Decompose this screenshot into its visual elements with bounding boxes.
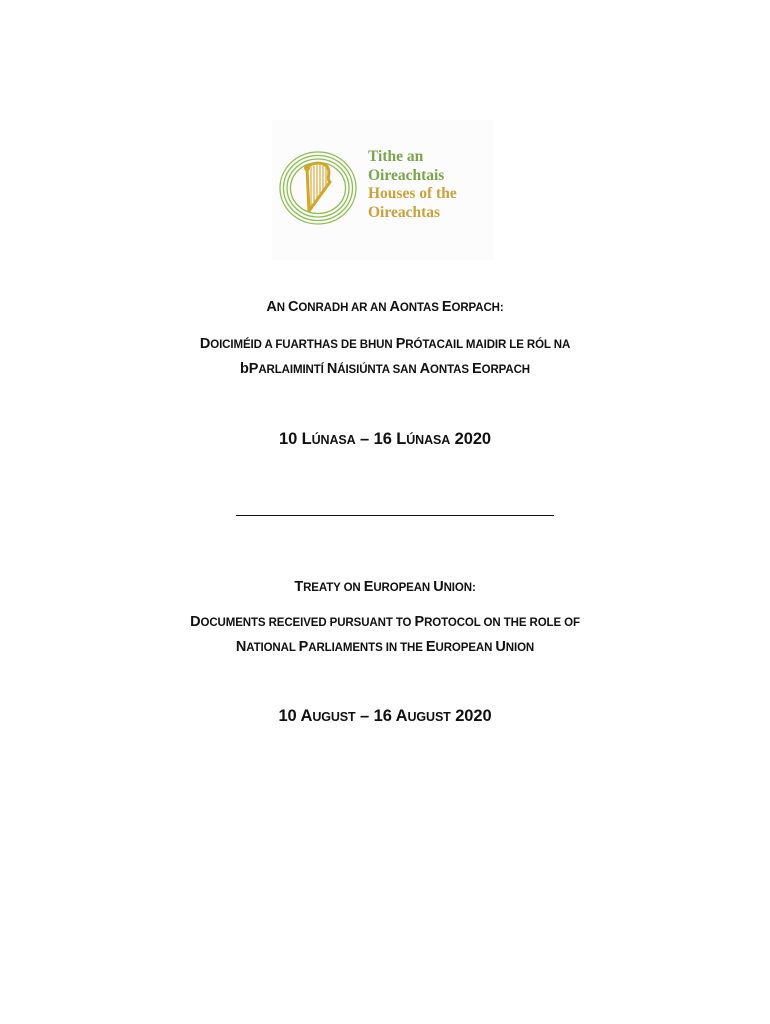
oireachtas-logo [272,120,494,260]
irish-subheading-line-2: bPARLAIMINTÍ NÁISIÚNTA SAN AONTAS EORPACH [240,361,530,377]
logo-line-3: Houses of the [368,185,457,202]
logo-line-1: Tithe an [368,148,424,165]
harp-icon [276,148,360,228]
irish-date-range: 10 LÚNASA – 16 LÚNASA 2020 [279,430,491,448]
logo-line-2: Oireachtais [368,166,445,184]
english-heading: TREATY ON EUROPEAN UNION: [294,579,476,595]
logo-line-4: Oireachtas [368,203,441,221]
separator-line [236,515,554,516]
english-subheading-line-1: DOCUMENTS RECEIVED PURSUANT TO PROTOCOL ON THE ROLE OF [190,614,580,630]
english-date-range: 10 AUGUST – 16 AUGUST 2020 [278,707,492,725]
irish-subheading-line-1: DOICIMÉID A FUARTHAS DE BHUN PRÓTACAIL MAIDIR LE RÓL NA [199,336,571,352]
english-subheading-line-2: NATIONAL PARLIAMENTS IN THE EUROPEAN UNION [235,639,535,655]
logo-wordmark [368,148,493,222]
irish-heading: AN CONRADH AR AN AONTAS EORPACH: [266,299,504,315]
